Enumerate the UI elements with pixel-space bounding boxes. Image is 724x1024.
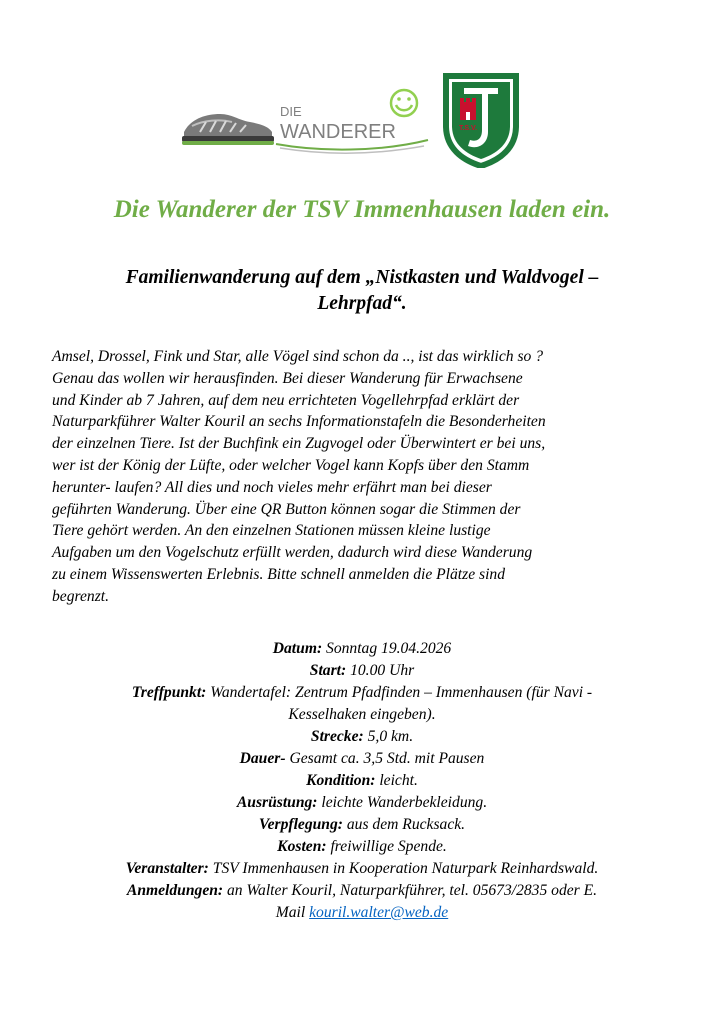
detail-mail: [40, 902, 684, 924]
detail-organizer: [40, 858, 684, 880]
detail-costs: [40, 836, 684, 858]
logo-wanderer: WANDERER: [280, 121, 396, 143]
description-line: Naturparkführer Walter Kouril an sechs Informationstafeln die Besonderheiten: [52, 413, 546, 431]
duration-label: Dauer-: [239, 750, 286, 767]
smiley-icon: [391, 90, 417, 116]
distance-label: Strecke:: [310, 728, 364, 745]
catering-value: aus dem Rucksack.: [342, 816, 466, 833]
organizer-value: TSV Immenhausen in Kooperation Naturpark Reinhardswald.: [208, 860, 599, 877]
event-description: [52, 346, 672, 608]
start-value: 10.00 Uhr: [346, 662, 415, 679]
description-line: geführten Wanderung. Über eine QR Button können sogar die Stimmen der: [52, 500, 521, 518]
detail-catering: [40, 814, 684, 836]
start-label: Start:: [309, 662, 347, 679]
event-subtitle: [60, 265, 664, 317]
organizer-label: Veranstalter:: [125, 860, 209, 877]
description-line: der einzelnen Tiere. Ist der Buchfink ein Zugvogel oder Überwintert er bei uns,: [52, 435, 546, 453]
castle-icon: [460, 98, 476, 120]
catering-label: Verpflegung:: [258, 816, 343, 833]
description-line: begrenzt.: [52, 587, 110, 605]
description-line: herunter- laufen? All dies und noch vieles mehr erfährt man bei dieser: [52, 478, 492, 496]
tsv-club-crest: [442, 72, 520, 168]
detail-equipment: [40, 792, 684, 814]
detail-registration: [40, 880, 684, 902]
costs-value: freiwillige Spende.: [326, 838, 447, 855]
description-line: Tiere gehört werden. An den einzelnen Stationen müssen kleine lustige: [52, 522, 491, 540]
hiking-shoe-icon: [182, 114, 274, 145]
detail-distance: [40, 726, 684, 748]
meeting-point-value: Wandertafel: Zentrum Pfadfinden – Immenhausen (für Navi -: [206, 684, 593, 701]
date-value: Sonntag 19.04.2026: [322, 640, 452, 657]
die-wanderer-logo: [180, 86, 438, 158]
description-line: Genau das wollen wir herausfinden. Bei dieser Wanderung für Erwachsene: [52, 369, 523, 387]
subtitle-line: Familienwanderung auf dem „Nistkasten und Waldvogel –: [125, 267, 599, 288]
description-line: und Kinder ab 7 Jahren, auf dem neu errichteten Vogellehrpfad erklärt der: [52, 391, 520, 409]
detail-start: [40, 660, 684, 682]
header-logos: [0, 72, 724, 172]
description-line: zu einem Wissenswerten Erlebnis. Bitte schnell anmelden die Plätze sind: [52, 565, 506, 583]
subtitle-line: Lehrpfad“.: [317, 293, 407, 314]
detail-meeting-point-cont: Kesselhaken eingeben).: [288, 706, 436, 723]
distance-value: 5,0 km.: [363, 728, 414, 745]
fitness-value: leicht.: [375, 772, 418, 789]
costs-label: Kosten:: [277, 838, 327, 855]
headline: Die Wanderer der TSV Immenhausen laden ein.: [113, 196, 611, 223]
description-line: Aufgaben um den Vogelschutz erfüllt werden, dadurch wird diese Wanderung: [52, 544, 533, 562]
date-label: Datum:: [272, 640, 323, 657]
equipment-value: leichte Wanderbekleidung.: [317, 794, 488, 811]
detail-date: [40, 638, 684, 660]
fitness-label: Kondition:: [306, 772, 376, 789]
registration-value: an Walter Kouril, Naturparkführer, tel. 05673/2835 oder E.: [223, 882, 598, 899]
description-line: wer ist der König der Lüfte, oder welcher Vogel kann Kopfs über den Stamm: [52, 456, 530, 474]
detail-duration: [40, 748, 684, 770]
logo-die: DIE: [280, 104, 302, 119]
duration-value: Gesamt ca. 3,5 Std. mit Pausen: [285, 750, 485, 767]
detail-fitness: [40, 770, 684, 792]
equipment-label: Ausrüstung:: [236, 794, 318, 811]
mail-prefix: Mail: [275, 904, 310, 921]
email-link[interactable]: kouril.walter@web.de: [309, 904, 449, 921]
description-line: Amsel, Drossel, Fink und Star, alle Vögel sind schon da .., ist das wirklich so ?: [52, 348, 544, 365]
registration-label: Anmeldungen:: [126, 882, 224, 899]
meeting-point-label: Treffpunkt:: [131, 684, 207, 701]
detail-meeting-point: [40, 682, 684, 704]
tsv-badge-text: T.S.V.: [458, 125, 478, 132]
event-details: [40, 638, 684, 924]
